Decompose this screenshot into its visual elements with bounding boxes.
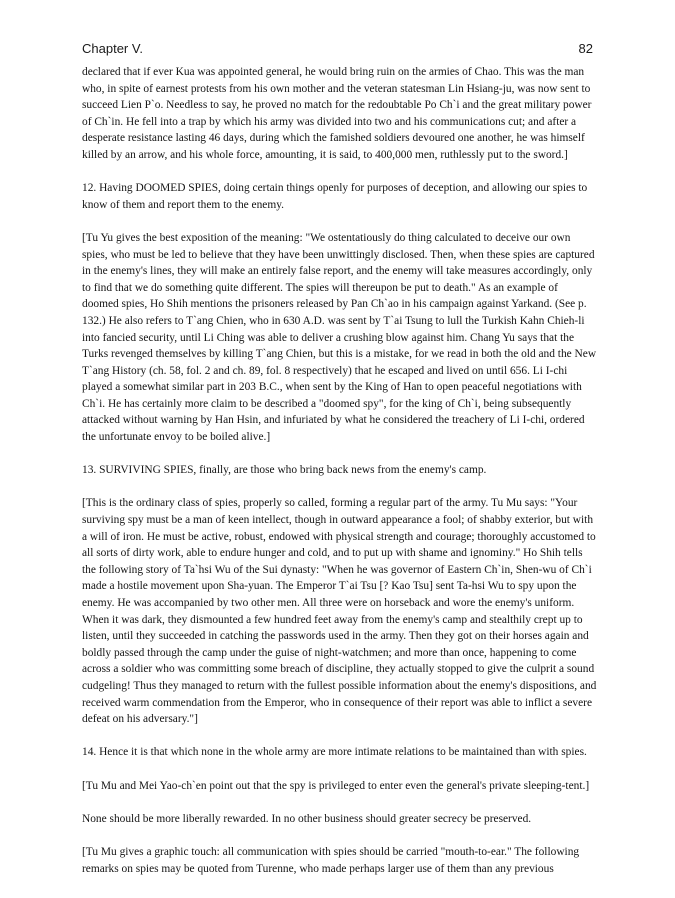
paragraph-continuation: declared that if ever Kua was appointed general, he would bring ruin on the armies of Chao. This was the man who, in spite of earnest protests from his own mother and the veteran statesman Lin Hsiang-ju, was now sent to succeed Lien P`o. Needless to say, he proved no match for the redoubtable Po Ch`i and the great military power of Ch`in. He fell into a trap by which his army was divided into two and his communications cut; and after a desperate resistance lasting 46 days, during which the famished soldiers devoured one another, he was himself killed by an arrow, and his whole force, amounting, it is said, to 400,000 men, ruthlessly put to the sword.] [82, 66, 592, 161]
page-number: 82 [578, 41, 593, 56]
running-header [82, 41, 593, 57]
chapter-title: Chapter V. [82, 41, 143, 56]
commentary-doomed-spies: [Tu Yu gives the best exposition of the meaning: "We ostentatiously do thing calculated to deceive our own spies, who must be led to believe that they have been unwittingly disclosed. Then, when these spies are captured in the enemy's lines, they will make an entirely false report, and the enemy will take measures accordingly, only to find that we do something quite different. The spies will thereupon be put to death." As an example of doomed spies, Ho Shih mentions the prisoners released by Pan Ch`ao in his campaign against Yarkand. (See p. 132.) He also refers to T`ang Chien, who in 630 A.D. was sent by T`ai Tsung to lull the Turkish Kahn Chieh-li into fancied security, until Li Ching was able to deliver a crushing blow against him. Chang Yu says that the Turks revenged themselves by killing T`ang Chien, but this is a mistake, for we read in both the old and the New T`ang History (ch. 58, fol. 2 and ch. 89, fol. 8 respectively) that he escaped and lived on until 656. Li I-chi played a somewhat similar part in 203 B.C., when sent by the King of Han to open peaceful negotiations with Ch`i. He has certainly more claim to be described a "doomed spy", for the king of Ch`i, being subsequently attacked without warning by Han Hsin, and infuriated by what he considered the treachery of Li I-chi, ordered the unfortunate envoy to be boiled alive.] [82, 231, 597, 444]
body-text [82, 64, 597, 877]
commentary-sleeping-tent: [Tu Mu and Mei Yao-ch`en point out that the spy is privileged to enter even the general's private sleeping-tent.] [82, 779, 590, 792]
paragraph-surviving-spies: 13. SURVIVING SPIES, finally, are those who bring back news from the enemy's camp. [82, 464, 487, 477]
paragraph-doomed-spies: 12. Having DOOMED SPIES, doing certain things openly for purposes of deception, and allowing our spies to know of them and report them to the enemy. [82, 182, 588, 211]
paragraph-intimate-relations: 14. Hence it is that which none in the whole army are more intimate relations to be maintained than with spies. [82, 746, 587, 759]
commentary-surviving-spies: [This is the ordinary class of spies, properly so called, forming a regular part of the army. Tu Mu says: "Your surviving spy must be a man of keen intellect, though in outward appearance a fool; of shabby exterior, but with a will of iron. He must be active, robust, endowed with physical strength and courage; thoroughly accustomed to all sorts of dirty work, able to endure hunger and cold, and to put up with shame and ignominy." Ho Shih tells the following story of Ta`hsi Wu of the Sui dynasty: "When he was governor of Eastern Ch`in, Shen-wu of Ch`i made a hostile movement upon Sha-yuan. The Emperor T`ai Tsu [? Kao Tsu] sent Ta-hsi Wu to spy upon the enemy. He was accompanied by two other men. All three were on horseback and wore the enemy's uniform. When it was dark, they dismounted a few hundred feet away from the enemy's camp and stealthily crept up to listen, until they succeeded in catching the passwords used in the army. Then they got on their horses again and boldly passed through the camp under the guise of night-watchmen; and more than once, happening to come across a soldier who was committing some breach of discipline, they actually stopped to give the culprit a sound cudgeling! Thus they managed to return with the fullest possible information about the enemy's dispositions, and received warm commendation from the Emperor, who in consequence of their report was able to inflict a severe defeat on his adversary."] [82, 497, 597, 726]
paragraph-rewarded: None should be more liberally rewarded. In no other business should greater secrecy be preserved. [82, 812, 532, 825]
commentary-mouth-to-ear: [Tu Mu gives a graphic touch: all communication with spies should be carried "mouth-to-ear." The following remarks on spies may be quoted from Turenne, who made perhaps larger use of them than any previous [82, 845, 580, 875]
